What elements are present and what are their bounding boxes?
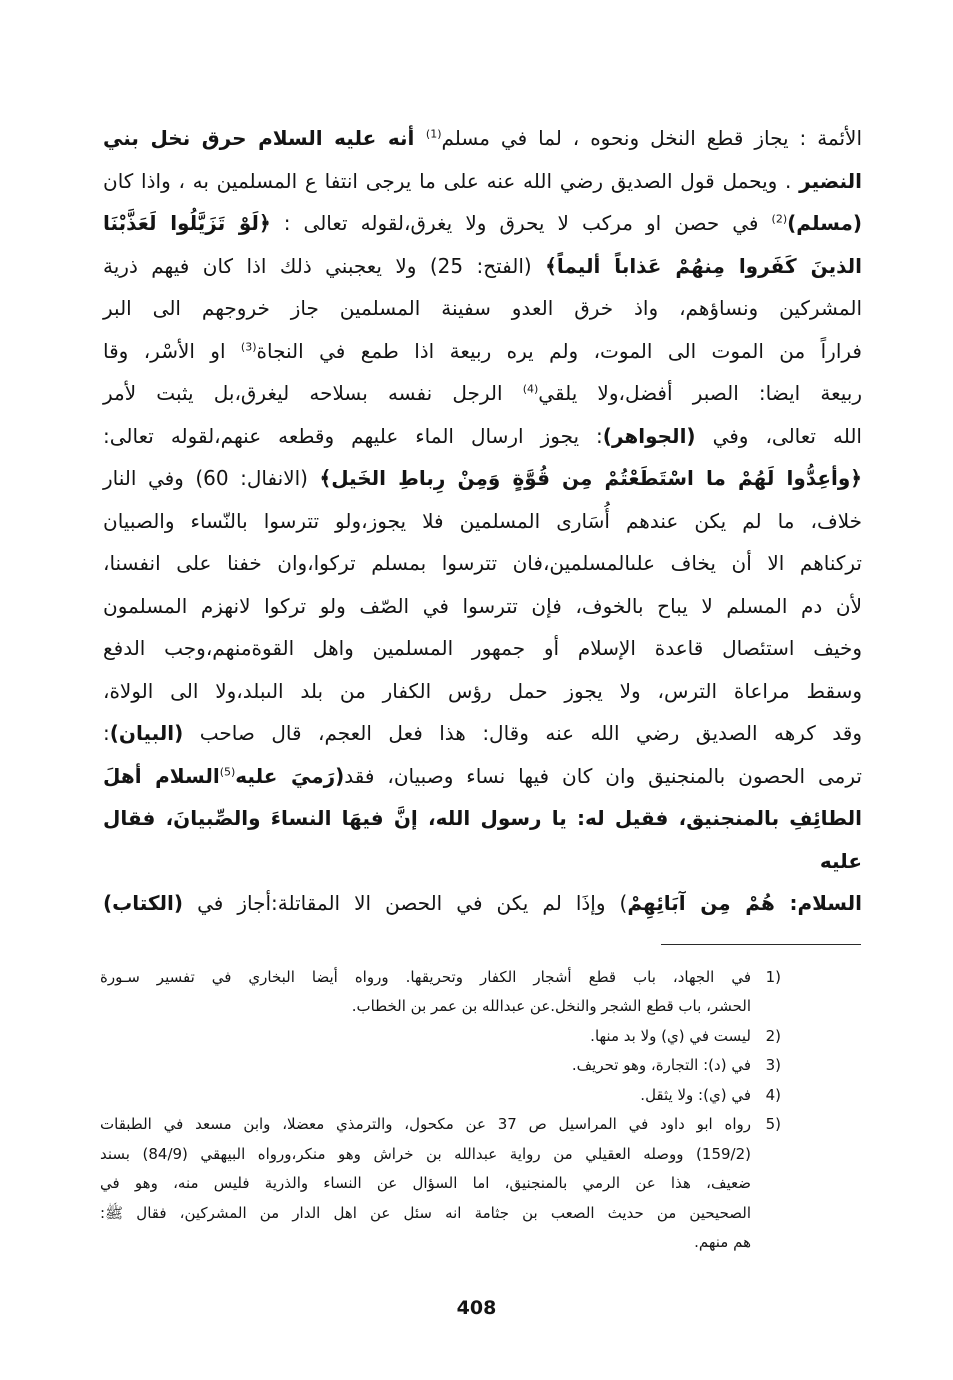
bold-text: السلام أهلَ	[103, 763, 220, 788]
text-line	[103, 372, 862, 415]
text-line	[103, 712, 862, 755]
footnote	[100, 1110, 781, 1258]
footnote-line: في الجهاد، باب قطع أشجار الكفار وتحريقها. ورواه أيضا البخاري في تفسير سـورة	[100, 967, 751, 986]
text-segment: لأن دم المسلم لا يباح بالخوف، فإن تترسوا في الصّف ولو تركوا لانهزم المسلمون	[103, 593, 862, 618]
bold-text: النضير	[799, 168, 862, 193]
footnote-ref: (3)	[240, 339, 257, 353]
text-segment: الرجل نفسه بسلاحه ليغرق،بل يثبت لأمر	[103, 381, 523, 405]
footnote-number: 3)	[765, 1056, 781, 1074]
text-line	[103, 457, 862, 500]
text-segment: في حصن او مركب لا يحرق ولا يغرق،لقوله تعالى :	[270, 211, 772, 235]
footnote	[100, 1051, 781, 1081]
footnote	[100, 1022, 781, 1052]
text-line	[103, 160, 862, 203]
footnote-line: ليست في (ي) ولا بد منها.	[590, 1026, 751, 1045]
footnotes	[100, 963, 781, 1258]
footnote-ref: (5)	[219, 764, 236, 778]
text-segment: او الأسْر، وقا	[103, 338, 241, 363]
footnote-ref: (4)	[522, 382, 539, 396]
text-segment: (الفتح: 25) ولا يعجبني ذلك اذا كان فيهم ذرية	[103, 253, 546, 278]
text-line	[103, 670, 862, 713]
text-segment: : يجوز ارسال الماء عليهم وقطعه عنهم،لقوله تعالى:	[103, 423, 603, 448]
text-line	[103, 202, 862, 245]
bold-text: (الكتاب)	[103, 891, 184, 915]
text-segment: الأئمة : يجاز قطع النخل ونحوه ، لما في مسلم	[441, 126, 863, 150]
footnote-line: في (ي): ولا يثقل.	[640, 1085, 751, 1104]
bold-text: ﴿لَوْ تَزَيَّلُوا لَعَذَّبْنَا	[103, 211, 271, 235]
text-segment: فراراً من الموت الى الموت، ولم يره ربيعة اذا طمع في النجاة	[256, 338, 862, 363]
footnote-line: هم منهم.	[694, 1233, 751, 1251]
text-line	[103, 797, 862, 882]
text-segment: ترمى الحصون بالمنجنيق وان كان فيها نساء وصبيان، فقد	[344, 763, 862, 788]
bold-text: الذينَ كَفَروا مِنهُمْ عَذاباً أليماً﴾	[545, 253, 863, 278]
text-segment: تركناهم الا أن يخاف علىالمسلمين،فان تترسوا بمسلم تركوا،وان خفنا على انفسنا،	[103, 551, 862, 575]
text-segment: ربيعة ايضا: الصبر أفضل،ولا يلقي	[538, 381, 862, 405]
page-number: 408	[456, 1296, 497, 1319]
text-line	[103, 287, 862, 330]
text-segment: وقد كرهه الصديق رضي الله عنه وقال: هذا فعل العجم، قال صاحب	[183, 721, 862, 745]
text-line	[103, 117, 862, 160]
footnote-number: 5)	[765, 1115, 781, 1133]
text-segment: خلاف، ما لم يكن عندهم أُسَارى المسلمين فلا يجوز،ولو تترسوا بالنّساء والصبيان	[103, 508, 862, 533]
text-line	[103, 542, 862, 585]
footnote-text	[100, 1081, 755, 1111]
footnote-separator	[661, 944, 861, 945]
bold-text: (الجواهر)	[602, 423, 696, 448]
text-line	[103, 245, 862, 288]
text-segment: (الانفال: 60) وفي النار	[103, 466, 320, 490]
footnote-number: 2)	[765, 1026, 781, 1045]
footnote-text	[100, 963, 755, 1022]
bold-text: أنه عليه السلام حرق نخل بني	[103, 126, 426, 150]
footnote	[100, 1081, 781, 1111]
text-line	[103, 500, 862, 543]
bold-text: (مسلم)	[787, 211, 863, 235]
text-line	[103, 585, 862, 628]
footnote-text	[100, 1051, 755, 1081]
footnote-ref: (2)	[771, 212, 788, 226]
bold-text: السلام: هُمْ مِن آبَائِهِمْ	[627, 891, 863, 915]
footnote-line: الحشر، باب قطع الشجر والنخل.عن عبدالله بن عمر بن الخطاب.	[351, 997, 751, 1015]
bold-text: الطائِفِ بالمنجنيق، فقيل له: يا رسول الله، إنَّ فيهَا النساءَ والصِّبيانَ، فقال عليه	[103, 806, 862, 873]
footnote-line: في (د): التجارة، وهو تحريف.	[571, 1056, 751, 1074]
text-segment: ) وإذَا لم يكن في الحصن الا المقاتلة:أجاز في	[183, 891, 628, 915]
footnote-number: 4)	[765, 1085, 781, 1104]
footnote-line: (159/2) ووصله العقيلي من رواية عبدالله بن خراش وهو منكر،ورواه البيهقي (84/9) بسند	[100, 1144, 752, 1163]
footnote-text	[100, 1110, 755, 1258]
text-segment: . ويحمل قول الصديق رضي الله عنه على ما يرجى انتفا ع المسلمين به ، واذا كان	[103, 168, 800, 193]
footnote-number: 1)	[765, 967, 781, 986]
text-segment: وخيف استئصال قاعدة الإسلام أو جمهور المسلمين واهل القوةمنهم،وجب الدفع	[103, 636, 862, 660]
text-segment: الله تعالى، وفي	[695, 423, 862, 448]
text-segment: المشركين ونساؤهم، واذ خرق العدو سفينة المسلمين جاز خروجهم الى البر	[103, 296, 862, 320]
footnote-ref: (1)	[425, 127, 442, 141]
text-line	[103, 627, 862, 670]
bold-text: (البيان)	[109, 721, 184, 745]
footnote-line: ضعيف، هذا عن الرمي بالمنجنيق، اما السؤال عن النساء والذرية فليس منه، وهو في	[100, 1174, 751, 1192]
text-segment: :	[103, 721, 110, 745]
text-line	[103, 415, 862, 458]
text-line	[103, 330, 862, 373]
footnote-text	[100, 1022, 755, 1052]
bold-text: ﴿وأعِدُّوا لَهُمْ ما اسْتَطَعْتُمْ مِن قُوَّةٍ وَمِنْ رِباطِ الخَيل﴾	[319, 466, 863, 490]
text-line	[103, 882, 862, 925]
footnote-line: رواه ابو داود في المراسيل ص 37 عن مكحول، والترمذي معضلا، وابن مسعد في الطبقات	[100, 1115, 751, 1133]
text-line	[103, 755, 862, 798]
footnote-line: الصحيحين من حديث الصعب بن جثامة انه سئل عن اهل الدار من المشركين، فقال ﷺ:	[100, 1203, 751, 1222]
footnote	[100, 963, 781, 1022]
text-segment: وسقط مراعاة الترس، ولا يجوز حمل رؤس الكفار من بلد الىبلد،ولا الى الولاة،	[103, 678, 862, 703]
main-text-body	[103, 117, 862, 925]
bold-text: (رَميَ عليه	[235, 763, 345, 788]
